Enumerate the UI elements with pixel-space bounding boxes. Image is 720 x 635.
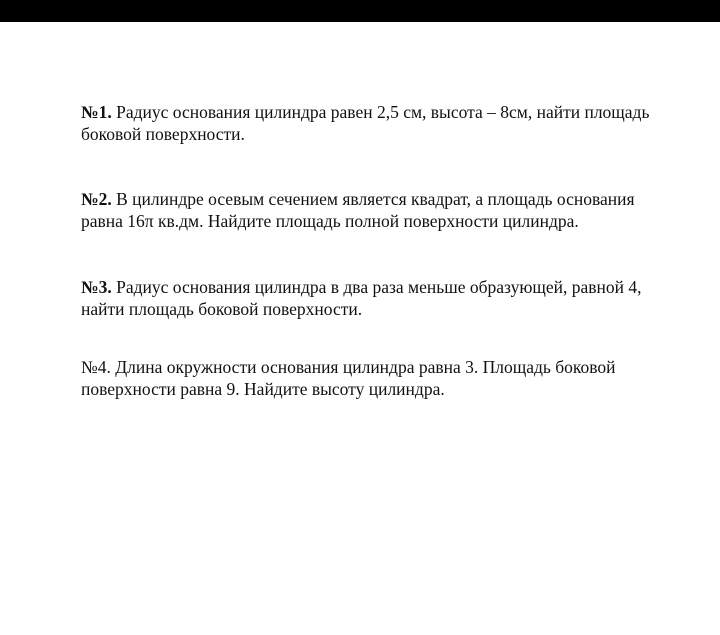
top-status-bar	[0, 0, 720, 22]
problem-2-text: В цилиндре осевым сечением является квадрат, а площадь основания равна 16π кв.дм. Найдите площадь полной поверхности цилиндра.	[81, 189, 635, 231]
problem-2	[81, 188, 713, 232]
problem-1-text: Радиус основания цилиндра равен 2,5 см, высота – 8см, найти площадь боковой поверхности.	[81, 102, 650, 144]
problem-4-text: Длина окружности основания цилиндра равна 3. Площадь боковой поверхности равна 9. Найдите высоту цилиндра.	[81, 357, 616, 399]
problem-3	[81, 276, 713, 320]
problem-1-number: №1.	[81, 102, 112, 122]
problem-4-number: №4.	[81, 357, 111, 377]
problem-3-text: Радиус основания цилиндра в два раза меньше образующей, равной 4, найти площадь боковой поверхности.	[81, 277, 642, 319]
problem-3-number: №3.	[81, 277, 112, 297]
problem-4	[81, 356, 713, 400]
problem-2-number: №2.	[81, 189, 112, 209]
problem-1	[81, 101, 713, 145]
